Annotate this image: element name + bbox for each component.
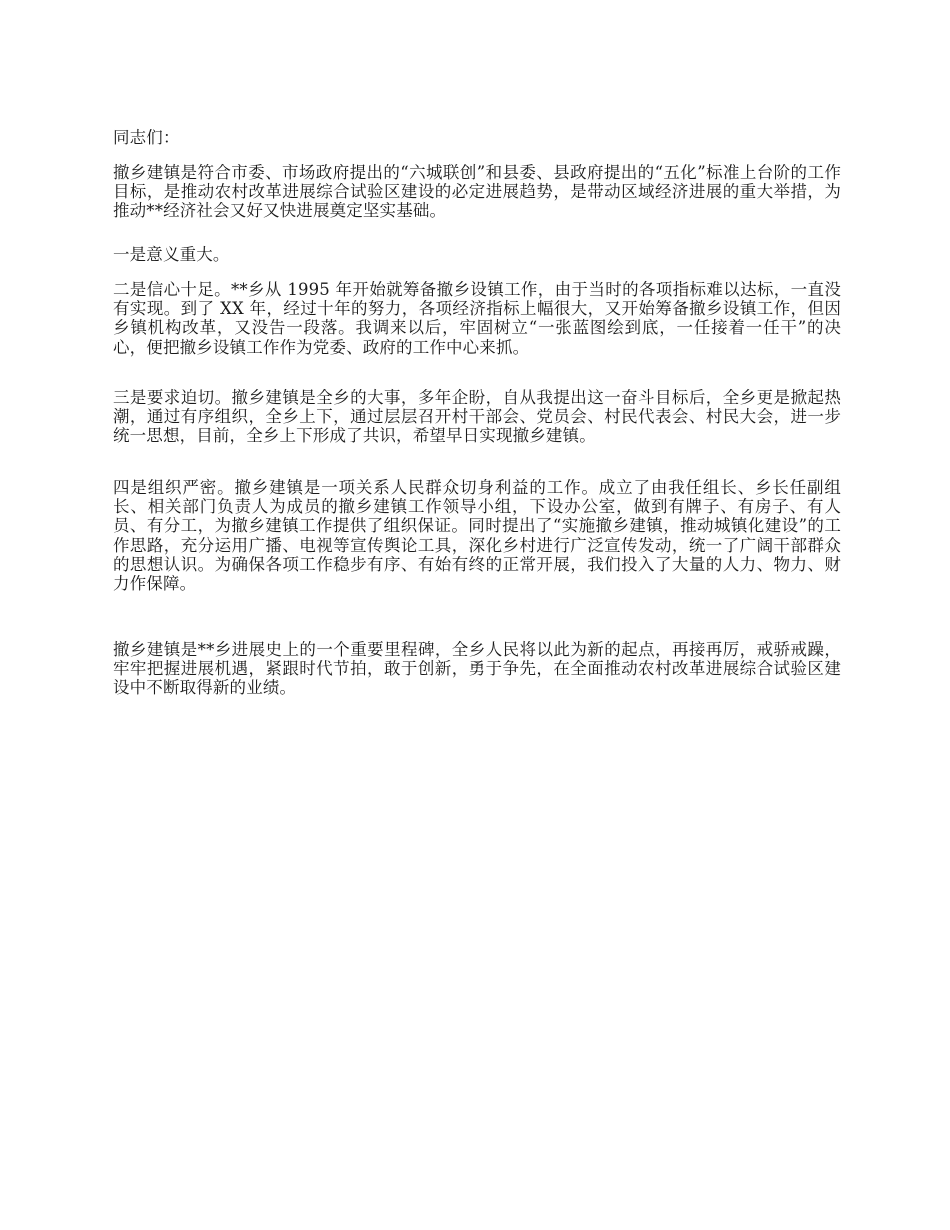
point-two-paragraph: 二是信心十足。**乡从 1995 年开始就筹备撤乡设镇工作，由于当时的各项指标难以达标，一直没有实现。到了 XX 年，经过十年的努力，各项经济指标上幅很大，又开始筹备撤乡设镇工作，但因乡镇机构改革，又没告一段落。我调来以后，牢固树立“一张蓝图绘到底，一任接着一任干”的决心，便把撤乡设镇工作作为党委、政府的工作中心来抓。 xyxy=(113,280,841,357)
point-four-paragraph: 四是组织严密。撤乡建镇是一项关系人民群众切身利益的工作。成立了由我任组长、乡长任副组长、相关部门负责人为成员的撤乡建镇工作领导小组，下设办公室，做到有牌子、有房子、有人员、有分工，为撤乡建镇工作提供了组织保证。同时提出了“实施撤乡建镇，推动城镇化建设”的工作思路，充分运用广播、电视等宣传舆论工具，深化乡村进行广泛宣传发动，统一了广阔干部群众的思想认识。为确保各项工作稳步有序、有始有终的正常开展，我们投入了大量的人力、物力、财力作保障。 xyxy=(113,478,841,594)
point-three-paragraph: 三是要求迫切。撤乡建镇是全乡的大事，多年企盼，自从我提出这一奋斗目标后，全乡更是掀起热潮，通过有序组织，全乡上下，通过层层召开村干部会、党员会、村民代表会、村民大会，进一步统一思想，目前，全乡上下形成了共识，希望早日实现撤乡建镇。 xyxy=(113,388,841,446)
intro-paragraph: 撤乡建镇是符合市委、市场政府提出的“六城联创”和县委、县政府提出的“五化”标准上台阶的工作目标，是推动农村改革进展综合试验区建设的必定进展趋势，是带动区域经济进展的重大举措，为推动**经济社会又好又快进展奠定坚实基础。 xyxy=(113,163,841,221)
greeting-line: 同志们： xyxy=(113,128,180,147)
closing-paragraph: 撤乡建镇是**乡进展史上的一个重要里程碑，全乡人民将以此为新的起点，再接再厉，戒骄戒躁，牢牢把握进展机遇，紧跟时代节拍，敢于创新，勇于争先，在全面推动农村改革进展综合试验区建设中不断取得新的业绩。 xyxy=(113,640,841,698)
point-one-paragraph: 一是意义重大。 xyxy=(113,245,230,264)
